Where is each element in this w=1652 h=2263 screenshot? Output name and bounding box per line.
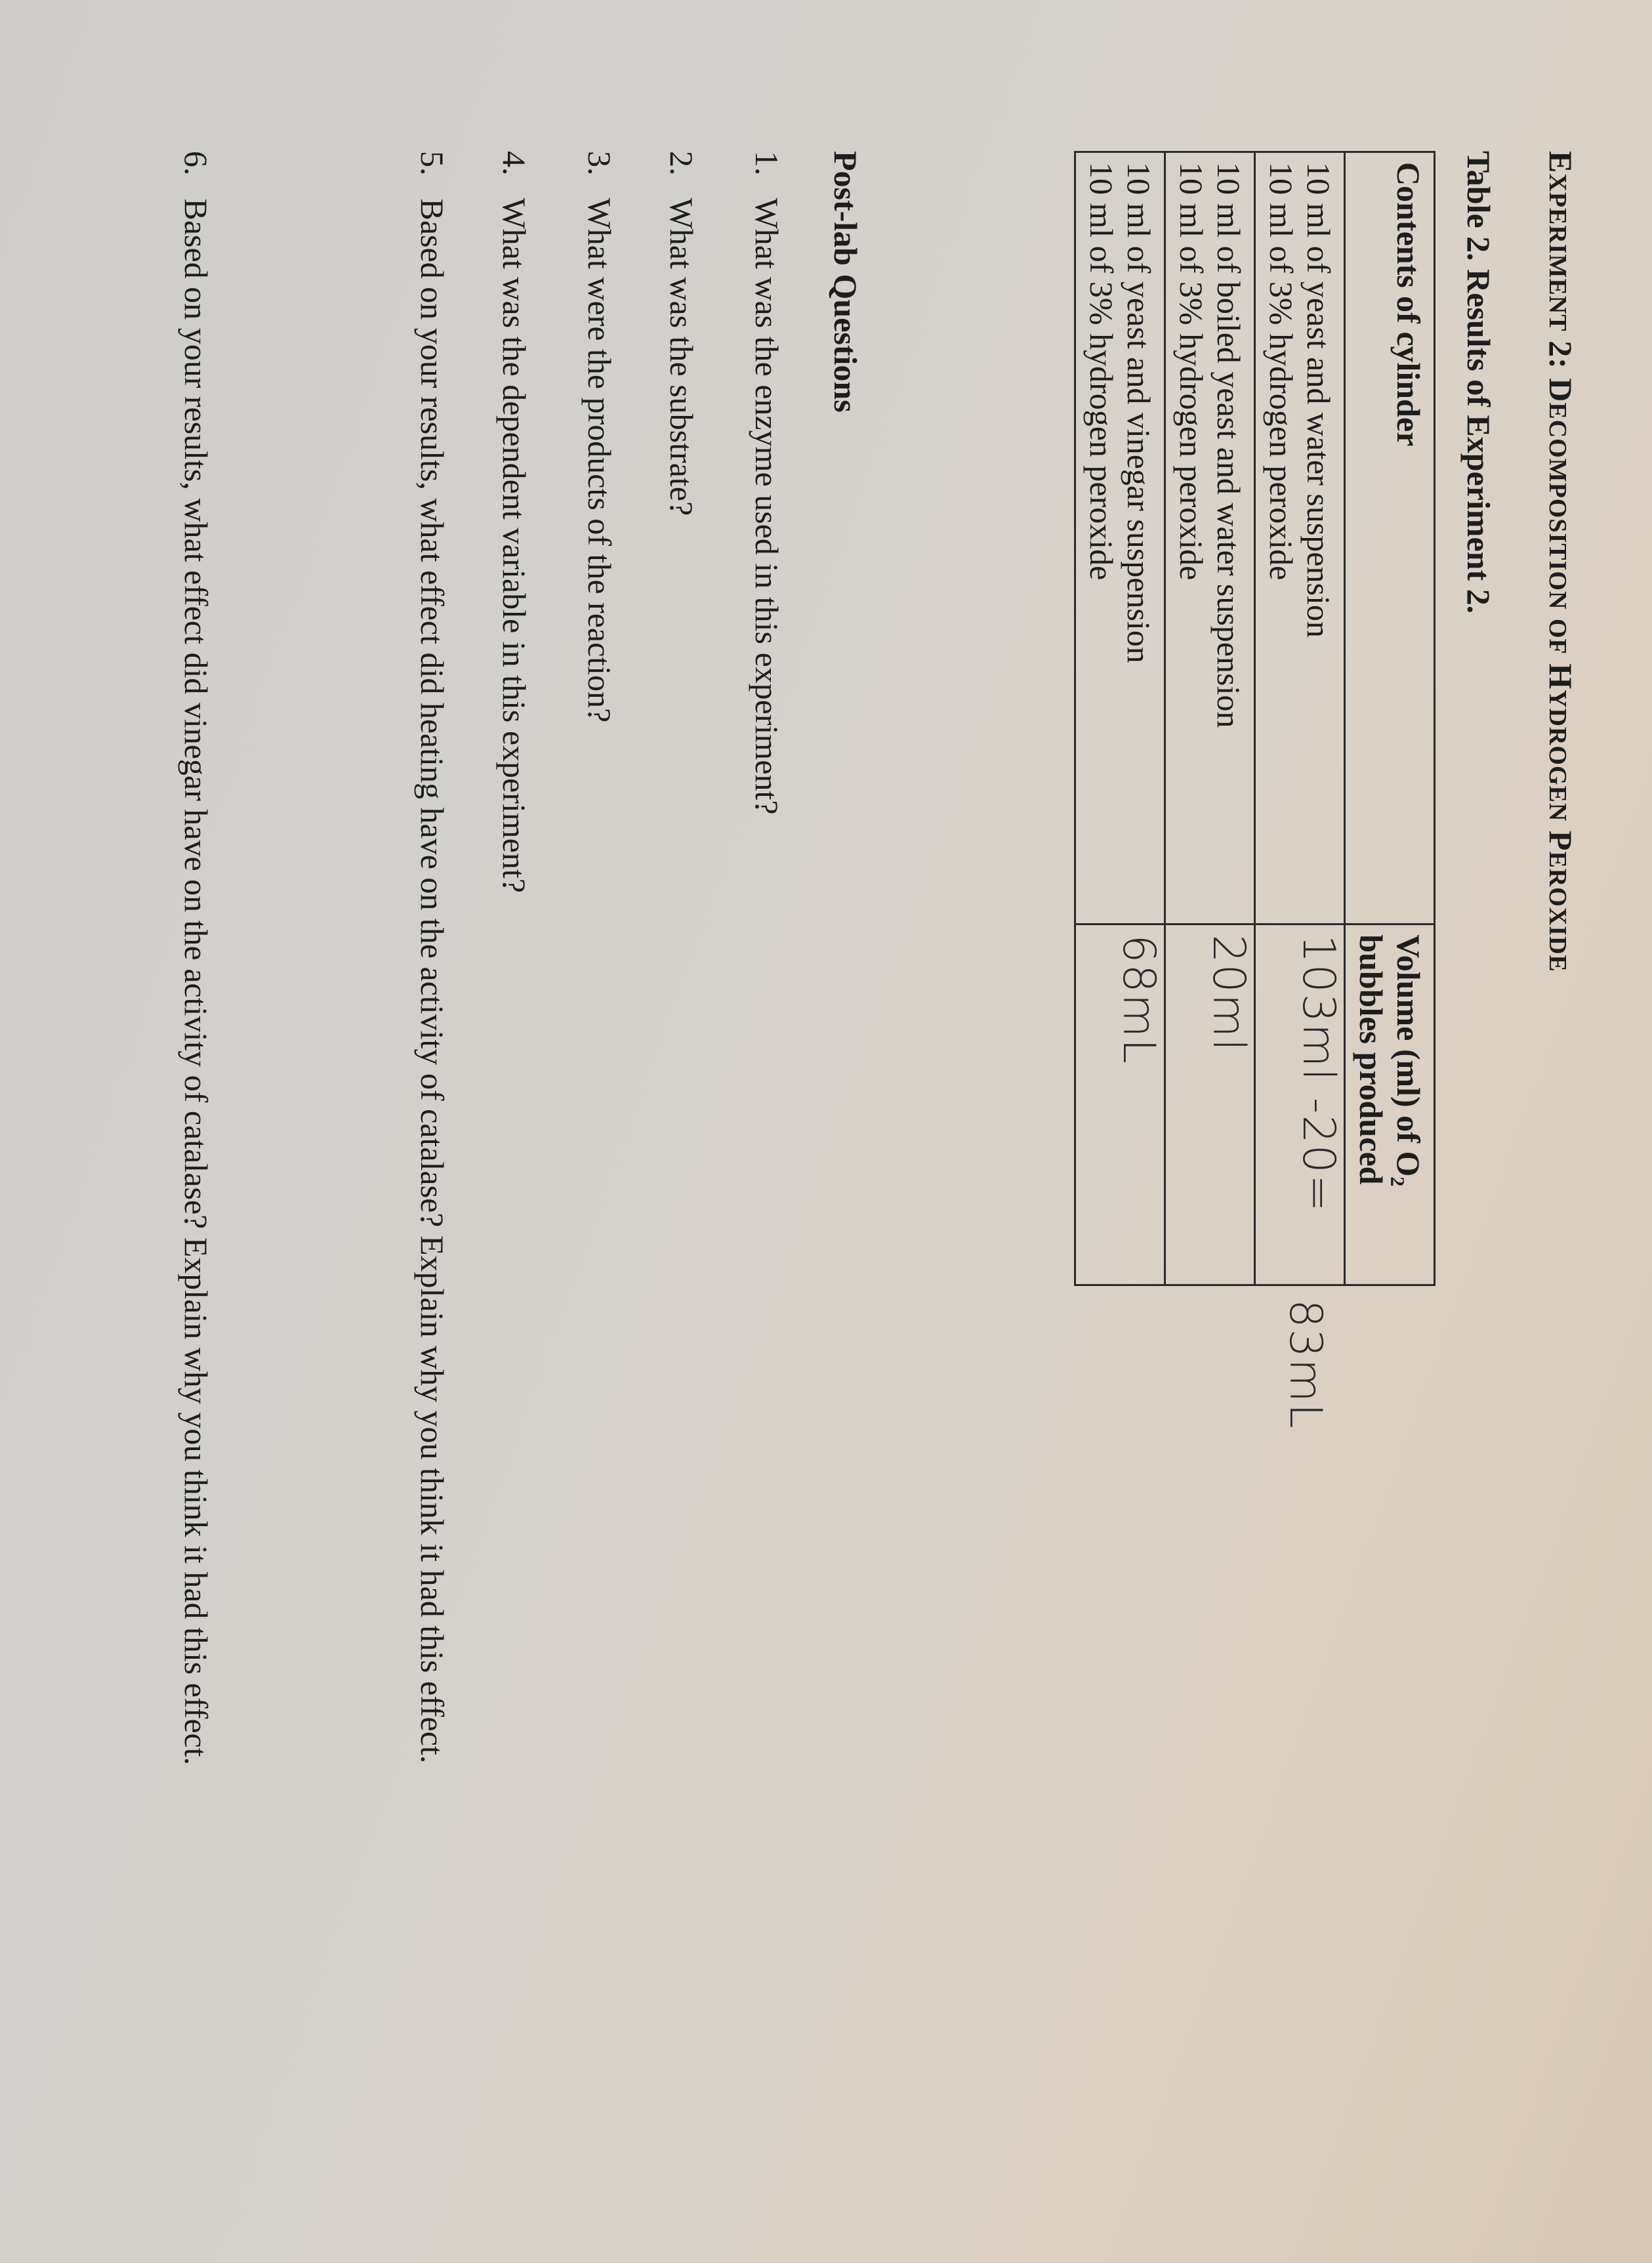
question-number: 1. <box>749 151 785 176</box>
question-text: What was the dependent variable in this experiment? <box>496 197 533 893</box>
experiment-heading <box>1542 151 1580 972</box>
question-text: What were the products of the reaction? <box>581 197 618 723</box>
question-text: What was the substrate? <box>663 197 700 516</box>
header-volume-line: Volume (ml) of O₂ <box>1390 934 1427 1187</box>
question-item <box>413 151 451 1763</box>
question-number: 6. <box>178 151 215 176</box>
question-item <box>495 151 533 893</box>
contents-line: 10 ml of yeast and vinegar suspension <box>1121 162 1157 663</box>
header-volume-line: bubbles produced <box>1353 934 1390 1185</box>
question-item <box>581 151 619 722</box>
question-text: What was the enzyme used in this experiment? <box>749 197 785 815</box>
row-contents <box>1165 152 1255 924</box>
heading-word: ECOMPOSITION <box>1544 402 1571 610</box>
question-text: Based on your results, what effect did vinegar have on the activity of catalase? Explain why you think it had this effect. <box>178 198 215 1766</box>
handwritten-answer-overflow: 83mL <box>1279 1299 1331 1430</box>
row-volume[interactable] <box>1075 924 1165 1285</box>
header-volume <box>1345 924 1435 1285</box>
question-number: 5. <box>414 151 451 176</box>
table-row <box>1255 152 1345 1285</box>
row-contents <box>1075 152 1165 924</box>
heading-initial: E <box>1542 151 1579 174</box>
heading-initial: H <box>1542 663 1579 690</box>
heading-initial: D <box>1542 378 1579 403</box>
row-volume[interactable] <box>1255 924 1345 1430</box>
handwritten-answer: 68mL <box>1113 934 1165 1065</box>
header-contents: Contents of cylinder <box>1345 152 1435 924</box>
contents-line: 10 ml of 3% hydrogen peroxide <box>1263 162 1300 581</box>
question-text: Based on your results, what effect did heating have on the activity of catalase? Explain why you think it had this effect. <box>414 198 451 1764</box>
heading-word: OF <box>1544 618 1571 655</box>
contents-line: 10 ml of 3% hydrogen peroxide <box>1173 162 1210 581</box>
postlab-title: Post-lab Questions <box>827 151 864 413</box>
heading-word: YDROGEN <box>1544 690 1571 822</box>
question-item <box>177 151 215 1765</box>
table-row <box>1165 152 1255 1285</box>
results-table <box>1074 151 1435 1430</box>
table-row <box>1075 152 1165 1285</box>
question-number: 4. <box>496 151 533 176</box>
heading-word: EROXIDE <box>1544 851 1571 972</box>
question-item <box>663 151 701 516</box>
question-item <box>748 151 786 815</box>
contents-line: 10 ml of yeast and water suspension <box>1300 162 1337 638</box>
row-volume[interactable] <box>1165 924 1255 1285</box>
heading-word: XPERIMENT <box>1544 173 1571 332</box>
question-number: 3. <box>581 151 618 176</box>
heading-number: 2: <box>1542 341 1579 369</box>
row-contents <box>1255 152 1345 924</box>
table-header-row <box>1345 152 1435 1285</box>
table-caption: Table 2. Results of Experiment 2. <box>1460 151 1497 614</box>
heading-initial: P <box>1542 830 1579 852</box>
contents-line: 10 ml of 3% hydrogen peroxide <box>1083 162 1120 581</box>
question-number: 2. <box>663 151 700 176</box>
handwritten-answer: 103ml -20= <box>1292 934 1344 1213</box>
contents-line: 10 ml of boiled yeast and water suspension <box>1210 162 1247 728</box>
handwritten-answer: 20ml <box>1203 934 1254 1052</box>
